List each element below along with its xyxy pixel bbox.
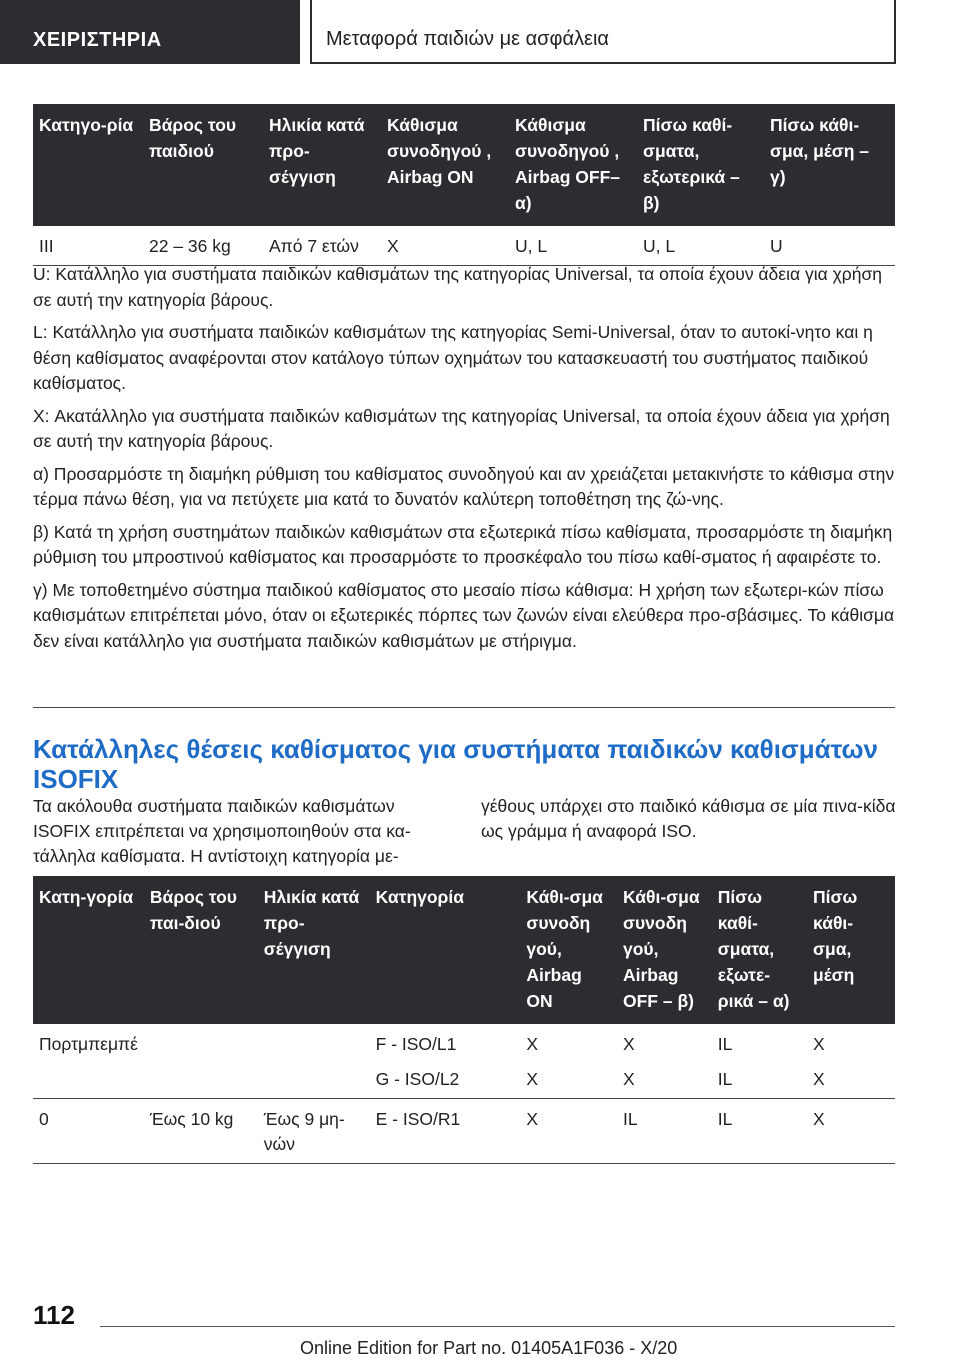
table-cell: X — [813, 1034, 825, 1054]
divider — [33, 707, 895, 708]
table-cell: X — [617, 1063, 712, 1099]
chapter-title: Μεταφορά παιδιών με ασφάλεια — [310, 0, 896, 64]
table-cell: 0 — [33, 1099, 144, 1164]
footer-divider — [100, 1326, 895, 1327]
col-header-rear-outer: Πίσω καθί-σματα, εξωτερικά – β) — [637, 104, 764, 226]
col-header-weight: Βάρος του παι-διού — [144, 876, 258, 1024]
table-cell: Έως 10 kg — [144, 1099, 258, 1164]
table-cell — [144, 1024, 258, 1063]
note-beta: β) Κατά τη χρήση συστημάτων παιδικών καθισμάτων στα εξωτερικά πίσω καθίσματα, προσαρμόστε τη διαμήκη ρύθμιση του μπροστινού καθίσματος και προσαρμόστε το προσκέφαλο του πίσω καθί-σματος ή αφαιρέστε το. — [33, 521, 893, 567]
body-column-left: Τα ακόλουθα συστήματα παιδικών καθισμάτων ISOFIX επιτρέπεται να χρησιμοποιηθούν στα κα-τάλληλα καθίσματα. Η αντίστοιχη κατηγορία με- — [33, 796, 411, 866]
table-cell: U, L — [509, 226, 637, 266]
page-header — [0, 0, 960, 66]
page-number: 112 — [33, 1300, 75, 1330]
col-header-size-class: Κατηγορία — [370, 876, 521, 1024]
col-header-rear-middle: Πίσω κάθι-σμα, μέση — [807, 876, 895, 1024]
table-cell: IL — [712, 1099, 807, 1164]
col-header-passenger-airbag-on: Κάθι-σμα συνοδη γού, Airbag ON — [520, 876, 617, 1024]
table-row — [33, 1099, 895, 1164]
body-column-right: γέθους υπάρχει στο παιδικό κάθισμα σε μία πινα-κίδα ως γράμμα ή αναφορά ISO. — [481, 796, 896, 841]
table-header-row — [33, 876, 895, 1024]
note-alpha: α) Προσαρμόστε τη διαμήκη ρύθμιση του καθίσματος συνοδηγού και αν χρειάζεται μετακινήστε το κάθισμα στην τέρμα πάνω θέση, για να πετύχετε μια κατά το δυνατόν καλύτερη τοποθέτηση της ζώ-νης. — [33, 463, 895, 509]
note-x: X: Ακατάλληλο για συστήματα παιδικών καθισμάτων της κατηγορίας Universal, τα οποία έχουν άδεια για χρήση σε αυτή την κατηγορία βάρους. — [33, 405, 890, 451]
col-header-category: Κατηγο-ρία — [33, 104, 143, 226]
child-seat-table — [33, 104, 895, 266]
table-cell: E - ISO/R1 — [370, 1099, 521, 1164]
col-header-rear-middle: Πίσω κάθι-σμα, μέση – γ) — [764, 104, 895, 226]
table-cell: G - ISO/L2 — [370, 1063, 521, 1099]
col-header-age: Ηλικία κατά προ-σέγγιση — [258, 876, 370, 1024]
table-cell: X — [807, 1063, 895, 1099]
table-cell: 22 – 36 kg — [143, 226, 263, 266]
table-row — [33, 1024, 895, 1063]
col-header-passenger-airbag-off: Κάθισμα συνοδηγού , Airbag OFF– α) — [509, 104, 637, 226]
note-u: U: Κατάλληλο για συστήματα παιδικών καθισμάτων της κατηγορίας Universal, τα οποία έχουν άδεια για χρήση σε αυτή την κατηγορία βάρους. — [33, 264, 882, 310]
table-cell — [33, 1063, 144, 1099]
table-cell: Πορτμπεμπέ — [39, 1034, 138, 1054]
table-cell: X — [623, 1034, 635, 1054]
table-notes — [33, 262, 895, 661]
isofix-table — [33, 876, 895, 1164]
table-cell: X — [520, 1099, 617, 1164]
table-row — [33, 1063, 895, 1099]
table-cell: IL — [617, 1099, 712, 1164]
table-cell: U — [764, 226, 895, 266]
table-cell: III — [33, 226, 143, 266]
col-header-rear-outer: Πίσω καθί-σματα, εξωτε-ρικά – α) — [712, 876, 807, 1024]
table-cell: Έως 9 μη-νών — [258, 1099, 370, 1164]
table-cell: IL — [717, 1034, 733, 1054]
table-header-row — [33, 104, 895, 226]
note-l: L: Κατάλληλο για συστήματα παιδικών καθισμάτων της κατηγορίας Semi-Universal, όταν το αυτοκί-νητο και η θέση καθίσματος αναφέρονται στον κατάλογο τύπων οχημάτων του κατασκευαστή του συστήματος παιδικού καθίσματος. — [33, 322, 873, 393]
table-cell: Από 7 ετών — [263, 226, 381, 266]
col-header-weight: Βάρος του παιδιού — [143, 104, 263, 226]
section-tab: ΧΕΙΡΙΣΤΗΡΙΑ — [0, 0, 300, 64]
table-cell: X — [526, 1034, 539, 1054]
table-cell: F - ISO/L1 — [375, 1034, 457, 1054]
section-heading: Κατάλληλες θέσεις καθίσματος για συστήματα παιδικών καθισμάτων ISOFIX — [33, 734, 878, 794]
table-cell: X — [520, 1063, 617, 1099]
note-gamma: γ) Με τοποθετημένο σύστημα παιδικού καθίσματος στο μεσαίο πίσω κάθισμα: Η χρήση των εξωτερι-κών πίσω καθισμάτων επιτρέπεται μόνο, όταν οι εξωτερικές πόρπες των ζωνών είναι ελεύθερα προ-σβάσιμες. Το κάθισμα δεν είναι κατάλληλο για συστήματα παιδικών καθισμάτων με στήριγμα. — [33, 579, 895, 651]
col-header-age: Ηλικία κατά προ-σέγγιση — [263, 104, 381, 226]
col-header-passenger-airbag-off: Κάθι-σμα συνοδη γού, Airbag OFF – β) — [617, 876, 712, 1024]
table-row — [33, 226, 895, 266]
table-cell — [258, 1063, 370, 1099]
col-header-passenger-airbag-on: Κάθισμα συνοδηγού , Airbag ON — [381, 104, 509, 226]
table-cell: IL — [712, 1063, 807, 1099]
table-cell — [144, 1063, 258, 1099]
table-cell — [258, 1024, 370, 1063]
footer-edition-text: Online Edition for Part no. 01405A1F036 - X/20 — [300, 1338, 678, 1358]
table-cell: X — [381, 226, 509, 266]
table-cell: U, L — [637, 226, 764, 266]
col-header-category: Κατη-γορία — [33, 876, 144, 1024]
table-cell: X — [807, 1099, 895, 1164]
